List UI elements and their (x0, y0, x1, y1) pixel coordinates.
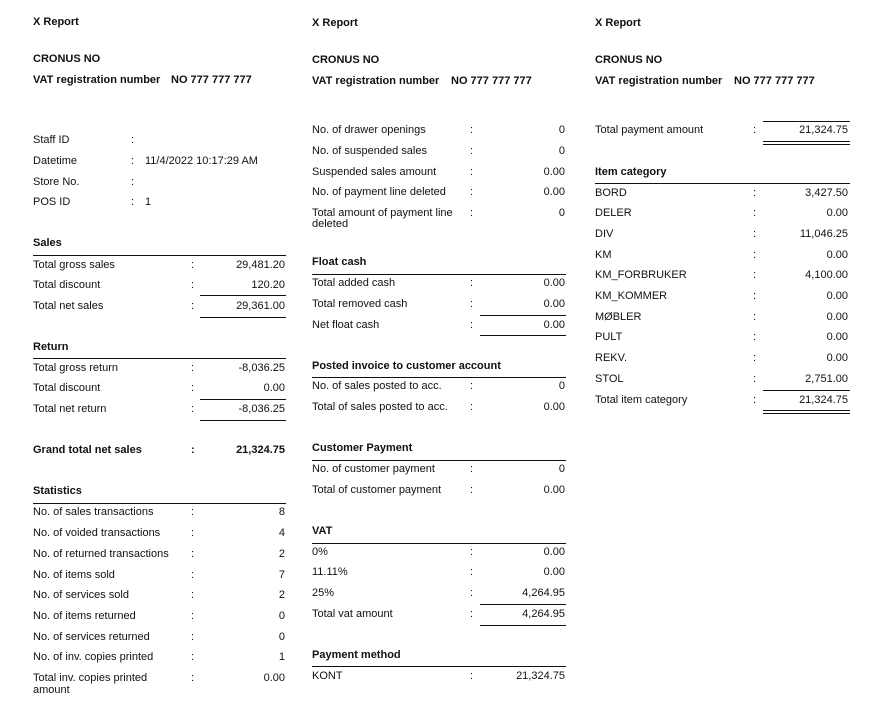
statistics-row-label: No. of services sold (33, 589, 129, 601)
return-row-value: -8,036.25 (238, 403, 285, 415)
item-category-row-label: PULT (595, 331, 623, 343)
double-divider (763, 410, 850, 414)
divider (595, 183, 850, 184)
statistics-heading: Statistics (33, 485, 82, 497)
item-category-row-value: 0.00 (826, 207, 848, 219)
separator: : (191, 610, 195, 622)
drawer-row-label: Suspended sales amount (312, 166, 437, 178)
separator: : (753, 311, 757, 323)
item-category-total-label: Total item category (595, 394, 688, 406)
separator: : (191, 382, 195, 394)
item-category-row-value: 0.00 (826, 331, 848, 343)
item-category-row-value: 4,100.00 (805, 269, 848, 281)
statistics-row-value: 4 (278, 527, 285, 539)
separator: : (191, 444, 195, 456)
separator: : (470, 587, 474, 599)
drawer-row-label-line2: deleted (312, 218, 349, 230)
sales-row-value: 29,361.00 (236, 300, 285, 312)
separator: : (191, 672, 195, 684)
payment-method-row-value: 21,324.75 (516, 670, 565, 682)
divider (312, 274, 566, 275)
company-name: CRONUS NO (33, 53, 101, 65)
report-title: X Report (312, 17, 358, 29)
float-cash-row-value: 0.00 (543, 319, 565, 331)
posted-invoice-row-value: 0.00 (543, 401, 565, 413)
company-name: CRONUS NO (595, 54, 663, 66)
sales-row-label: Total gross sales (33, 259, 115, 271)
separator: : (191, 506, 195, 518)
divider (480, 315, 566, 316)
item-category-row-label: KM_KOMMER (595, 290, 668, 302)
separator: : (191, 300, 195, 312)
sales-row-value: 120.20 (251, 279, 285, 291)
statistics-row-label: No. of returned transactions (33, 548, 169, 560)
statistics-row-label-line2: amount (33, 684, 70, 696)
grand-total-label: Grand total net sales (33, 444, 142, 456)
item-category-row-label: KM (595, 249, 612, 261)
statistics-row-value: 1 (278, 651, 285, 663)
item-category-row-value: 3,427.50 (805, 187, 848, 199)
return-row-value: 0.00 (263, 382, 285, 394)
pos-id-label: POS ID (33, 196, 71, 208)
item-category-row-value: 0.00 (826, 249, 848, 261)
double-divider (763, 141, 850, 145)
divider (312, 666, 566, 667)
float-cash-row-label: Total added cash (312, 277, 396, 289)
separator: : (753, 352, 757, 364)
drawer-row-label: Total amount of payment line (312, 207, 453, 219)
separator: : (753, 331, 757, 343)
vat-registration-label: VAT registration number (33, 74, 161, 86)
customer-payment-row-value: 0.00 (543, 484, 565, 496)
drawer-row-value: 0 (558, 207, 565, 219)
separator: : (131, 155, 135, 167)
item-category-row-value: 0.00 (826, 290, 848, 302)
sales-row-label: Total discount (33, 279, 101, 291)
separator: : (470, 186, 474, 198)
separator: : (191, 631, 195, 643)
divider (312, 460, 566, 461)
separator: : (470, 166, 474, 178)
datetime-value: 11/4/2022 10:17:29 AM (145, 155, 258, 167)
return-row-label: Total net return (33, 403, 107, 415)
statistics-row-value: 2 (278, 548, 285, 560)
vat-row-label: 25% (312, 587, 335, 599)
item-category-heading: Item category (595, 166, 667, 178)
separator: : (131, 134, 135, 146)
datetime-label: Datetime (33, 155, 78, 167)
separator: : (753, 124, 757, 136)
separator: : (470, 207, 474, 219)
divider (200, 399, 286, 400)
drawer-row-value: 0.00 (543, 186, 565, 198)
pos-id-value: 1 (145, 196, 152, 208)
separator: : (470, 380, 474, 392)
separator: : (470, 546, 474, 558)
divider (763, 390, 850, 391)
vat-row-label: 11.11% (312, 566, 348, 578)
float-cash-row-label: Net float cash (312, 319, 380, 331)
item-category-row-label: BORD (595, 187, 627, 199)
vat-row-value: 0.00 (543, 566, 565, 578)
company-name: CRONUS NO (312, 54, 380, 66)
separator: : (470, 145, 474, 157)
separator: : (753, 269, 757, 281)
vat-row-label: 0% (312, 546, 328, 558)
statistics-row-value: 0 (278, 610, 285, 622)
sales-heading: Sales (33, 237, 62, 249)
item-category-row-value: 0.00 (826, 311, 848, 323)
separator: : (470, 484, 474, 496)
drawer-row-value: 0 (558, 145, 565, 157)
sales-row-value: 29,481.20 (236, 259, 285, 271)
drawer-row-value: 0.00 (543, 166, 565, 178)
statistics-row-label: No. of sales transactions (33, 506, 154, 518)
vat-registration-value: NO 777 777 777 (734, 75, 815, 87)
customer-payment-row-label: No. of customer payment (312, 463, 435, 475)
vat-row-value: 4,264.95 (522, 587, 565, 599)
statistics-row-value: 2 (278, 589, 285, 601)
divider (763, 121, 850, 122)
item-category-row-value: 11,046.25 (799, 228, 848, 240)
divider (33, 503, 286, 504)
customer-payment-row-value: 0 (558, 463, 565, 475)
return-row-value: -8,036.25 (238, 362, 285, 374)
divider (312, 377, 566, 378)
float-cash-row-label: Total removed cash (312, 298, 408, 310)
separator: : (470, 608, 474, 620)
customer-payment-heading: Customer Payment (312, 442, 413, 454)
separator: : (470, 670, 474, 682)
vat-row-value: 0.00 (543, 546, 565, 558)
divider (200, 317, 286, 318)
item-category-row-label: MØBLER (595, 311, 642, 323)
divider (200, 295, 286, 296)
item-category-row-label: REKV. (595, 352, 628, 364)
vat-registration-value: NO 777 777 777 (451, 75, 532, 87)
separator: : (131, 196, 135, 208)
item-category-row-value: 2,751.00 (805, 373, 848, 385)
item-category-row-label: DELER (595, 207, 632, 219)
separator: : (470, 277, 474, 289)
staff-id-label: Staff ID (33, 134, 70, 146)
statistics-row-label: No. of inv. copies printed (33, 651, 154, 663)
statistics-row-label: No. of voided transactions (33, 527, 161, 539)
divider (33, 255, 286, 256)
separator: : (753, 207, 757, 219)
return-row-label: Total discount (33, 382, 101, 394)
vat-row-label: Total vat amount (312, 608, 393, 620)
separator: : (191, 279, 195, 291)
vat-registration-label: VAT registration number (595, 75, 723, 87)
vat-heading: VAT (312, 525, 333, 537)
statistics-row-label: Total inv. copies printed (33, 672, 148, 684)
divider (480, 625, 566, 626)
item-category-row-label: DIV (595, 228, 614, 240)
return-heading: Return (33, 341, 69, 353)
sales-row-label: Total net sales (33, 300, 104, 312)
separator: : (191, 527, 195, 539)
separator: : (753, 290, 757, 302)
separator: : (470, 298, 474, 310)
divider (480, 335, 566, 336)
vat-row-value: 4,264.95 (522, 608, 565, 620)
return-row-label: Total gross return (33, 362, 118, 374)
separator: : (470, 124, 474, 136)
drawer-row-label: No. of suspended sales (312, 145, 427, 157)
separator: : (753, 394, 757, 406)
posted-invoice-row-label: Total of sales posted to acc. (312, 401, 448, 413)
total-payment-value: 21,324.75 (799, 124, 848, 136)
divider (200, 420, 286, 421)
separator: : (753, 249, 757, 261)
float-cash-heading: Float cash (312, 256, 367, 268)
statistics-row-label: No. of items sold (33, 569, 115, 581)
store-no-label: Store No. (33, 176, 80, 188)
separator: : (470, 319, 474, 331)
separator: : (191, 569, 195, 581)
separator: : (191, 589, 195, 601)
drawer-row-label: No. of drawer openings (312, 124, 426, 136)
divider (33, 358, 286, 359)
separator: : (753, 228, 757, 240)
separator: : (191, 362, 195, 374)
statistics-row-value: 0 (278, 631, 285, 643)
separator: : (191, 259, 195, 271)
report-title: X Report (33, 16, 79, 28)
posted-invoice-heading: Posted invoice to customer account (312, 360, 501, 372)
separator: : (191, 651, 195, 663)
report-title: X Report (595, 17, 641, 29)
divider (480, 604, 566, 605)
drawer-row-label: No. of payment line deleted (312, 186, 446, 198)
posted-invoice-row-value: 0 (558, 380, 565, 392)
separator: : (753, 187, 757, 199)
statistics-row-label: No. of items returned (33, 610, 136, 622)
statistics-row-value: 8 (278, 506, 285, 518)
separator: : (191, 403, 195, 415)
customer-payment-row-label: Total of customer payment (312, 484, 442, 496)
separator: : (753, 373, 757, 385)
separator: : (470, 401, 474, 413)
divider (312, 543, 566, 544)
statistics-row-label: No. of services returned (33, 631, 150, 643)
statistics-row-value: 0.00 (263, 672, 285, 684)
separator: : (191, 548, 195, 560)
item-category-row-label: KM_FORBRUKER (595, 269, 687, 281)
float-cash-row-value: 0.00 (543, 298, 565, 310)
payment-method-heading: Payment method (312, 649, 401, 661)
item-category-row-label: STOL (595, 373, 624, 385)
vat-registration-label: VAT registration number (312, 75, 440, 87)
payment-method-row-label: KONT (312, 670, 343, 682)
grand-total-value: 21,324.75 (236, 444, 285, 456)
separator: : (470, 463, 474, 475)
posted-invoice-row-label: No. of sales posted to acc. (312, 380, 442, 392)
item-category-row-value: 0.00 (826, 352, 848, 364)
separator: : (131, 176, 135, 188)
separator: : (470, 566, 474, 578)
float-cash-row-value: 0.00 (543, 277, 565, 289)
drawer-row-value: 0 (558, 124, 565, 136)
statistics-row-value: 7 (278, 569, 285, 581)
total-payment-label: Total payment amount (595, 124, 704, 136)
item-category-total-value: 21,324.75 (799, 394, 848, 406)
vat-registration-value: NO 777 777 777 (171, 74, 252, 86)
